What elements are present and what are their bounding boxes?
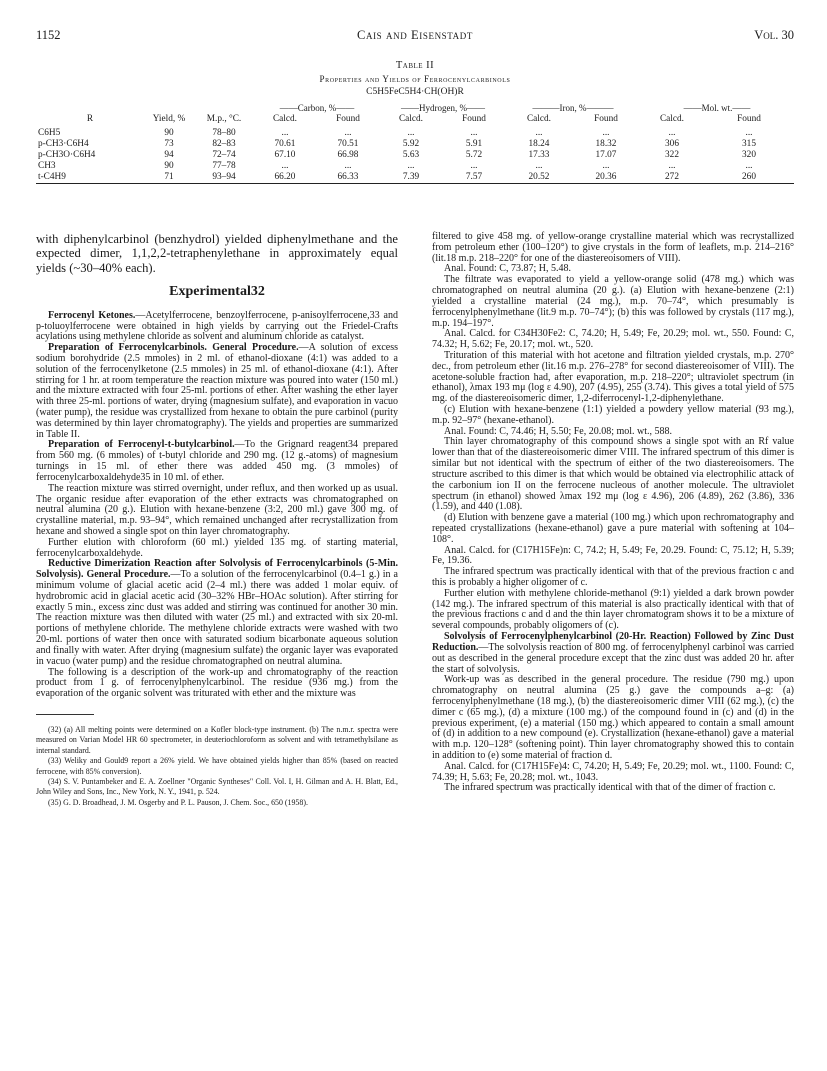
paragraph: Preparation of Ferrocenylcarbinols. General Procedure.—A solution of excess sodium borohydride (2.5 mmoles) in 2 ml. of ethanol-dioxane (4:1) was added to a solution of the ferrocenylketone (2.5 mmoles) in 25 ml. of ethanol-dioxane (4:1). After stirring for 1 hr. at room temperature the reaction mixture was poured into water (150 ml.) and the mixture extracted with four 25-ml. portions of ether. After washing the ether layer with three 25-ml. portions of water, drying (magnesium sulfate), and evaporation in vacuo (water pump), the residue was crystallized from hexane to obtain the pure carbinol (purity was determined by thin layer chromatography). The yields and properties are summarized in Table II. xyxy=(36,342,399,440)
col-header: Found xyxy=(336,114,360,124)
paragraph-heading: Reductive Dimerization Reaction after Solvolysis of Ferrocenylcarbinols (5-Min. Solvolysis). General Procedure. xyxy=(36,558,398,581)
table-cell: ... xyxy=(407,128,415,138)
table-cell: 90 xyxy=(164,128,174,138)
paragraph: Work-up was as described in the general procedure. The residue (790 mg.) upon chromatography on neutral alumina (25 g.) gave the compounds a–g: (a) ferrocenylphenylmethane (18 mg.), (b) the diastereoisomeric dimer VIII (62 mg.), (c) the dimer c (65 mg.), (d) a mixture (100 mg.) of the compound found in (c) and (d) in the previous experiment, (e) a material (150 mg.) which appeared to contain a small amount of (d) in addition to a new compound (e). Crystallization (hexane-ethanol) gave a material with m.p. 120–128° (softening point). Thin layer chromatography showed this to contain in addition to (e) some material of fraction d. xyxy=(432,674,794,761)
paragraph: Anal. Found: C, 74.46; H, 5.50; Fe, 20.08; mol. wt., 588. xyxy=(444,425,673,437)
paragraph-heading: Preparation of Ferrocenyl-t-butylcarbinol. xyxy=(48,439,235,451)
table-cell: 70.61 xyxy=(274,139,296,149)
table-cell: C6H5 xyxy=(38,128,61,138)
table-cell: 5.72 xyxy=(465,150,483,160)
paragraph: The infrared spectrum was practically identical with that of the dimer of fraction c. xyxy=(444,782,776,794)
paragraph: The infrared spectrum was practically identical with that of the previous fraction c and this is probably a higher oligomer of c. xyxy=(432,566,794,588)
table-cell: 320 xyxy=(742,150,756,160)
table-row xyxy=(36,128,794,139)
table-cell: ... xyxy=(535,128,543,138)
paragraph-heading: Preparation of Ferrocenylcarbinols. General Procedure. xyxy=(48,342,299,354)
table-cell: CH3 xyxy=(38,161,56,171)
table-cell: 20.36 xyxy=(572,172,640,184)
paragraph: Trituration of this material with hot acetone and filtration yielded crystals, m.p. 270° dec., from petroleum ether (lit.16 m.p. 276–278° for second diastereoisomer of VIII). The acetone-soluble fraction had, after evaporation, m.p. 218–220°; ultraviolet spectrum (in ethanol), λmax 193 mμ (log ε 4.90), 207 (4.95), 255 (3.74). This gives a total yield of 575 mg. of the diastereoisomeric dimer, 1,2-diferrocenyl-1,2-diphenylethane. xyxy=(432,349,794,405)
table-cell: 18.24 xyxy=(528,139,550,149)
paragraph: The reaction mixture was stirred overnight, under reflux, and then worked up as usual. The organic residue after evaporation of the ether extracts was chromatographed on neutral alumina (20 g.). Elution with hexane-benzene (3:2, 200 ml.) gave 300 mg. of crystalline material, m.p. 93–94°, which remained unchanged after recrystallization from hexane and showed a single spot on thin layer chromatography. xyxy=(36,482,398,537)
running-title: Cais and Eisenstadt xyxy=(357,28,473,42)
table-cell: 67.10 xyxy=(274,150,296,160)
col-header: Yield, % xyxy=(152,114,186,124)
table-cell: 72–74 xyxy=(212,150,236,160)
table-cell: 7.57 xyxy=(442,172,506,184)
paragraph-heading: Ferrocenyl Ketones. xyxy=(48,309,136,321)
table-group-header-row xyxy=(36,103,794,114)
paragraph: Preparation of Ferrocenyl-t-butylcarbinol.—To the Grignard reagent34 prepared from 560 mg. (6 mmoles) of t-butyl chloride and 290 mg. (12 g.-atoms) of magnesium turnings in 15 ml. of ether there was added 450 mg. (3 mmoles) of ferrocenylcarboxaldehyde35 in 10 ml. of ether. xyxy=(36,439,398,483)
table-cell: ... xyxy=(281,128,289,138)
paragraph: (c) Elution with hexane-benzene (1:1) yielded a powdery yellow material (93 mg.), m.p. 92–97° (hexane-ethanol). xyxy=(432,404,794,426)
group-header-mol-wt: ——Mol. wt.—— xyxy=(683,103,751,113)
table-cell: 18.32 xyxy=(595,139,617,149)
intro-paragraph: with diphenylcarbinol (benzhydrol) yielded diphenylmethane and the expected dimer, 1,1,2,2-tetraphenylethane in approximately equal yields (~30–40% each). xyxy=(36,232,398,275)
table-cell: ... xyxy=(668,161,676,171)
table-label: Table II xyxy=(395,60,435,71)
table-cell: 71 xyxy=(144,172,194,184)
table-cell: 66.20 xyxy=(254,172,316,184)
table-row xyxy=(36,139,794,150)
paragraph: Anal. Calcd. for (C17H15Fe)n: C, 74.2; H, 5.49; Fe, 20.29. Found: C, 75.12; H, 5.39; Fe, 19.36. xyxy=(432,544,794,567)
table-cell: 5.92 xyxy=(402,139,420,149)
col-header: Calcd. xyxy=(398,114,423,124)
paragraph: Further elution with chloroform (60 ml.) yielded 135 mg. of starting material, ferrocenylcarboxaldehyde. xyxy=(36,536,398,559)
table-row xyxy=(36,172,794,184)
col-header: Calcd. xyxy=(272,114,297,124)
table-cell: 322 xyxy=(665,150,679,160)
table-cell: 66.33 xyxy=(316,172,380,184)
table-cell: 260 xyxy=(704,172,794,184)
paragraph: Anal. Found: C, 73.87; H, 5.48. xyxy=(444,263,571,275)
paragraph: Reductive Dimerization Reaction after Solvolysis of Ferrocenylcarbinols (5-Min. Solvolysis). General Procedure.—To a solution of the ferrocenylcarbinol (0.4–1 g.) in a minimum volume of glacial acetic acid (2–4 ml.) there was added 1 molar equiv. of hydrobromic acid in glacial acetic acid (30–32% HBr–HOAc solution). After stirring for exactly 5 min., excess zinc dust was added and stirring was continued for another 30 min. The reaction mixture was then diluted with water (25 ml.) and extracted with six 20-ml. portions of methylene chloride. The methylene chloride extracts were washed with two 20-ml. portions of water then once with saturated sodium bicarbonate aqueous solution and finally with water. After drying (magnesium sulfate) the organic layer was evaporated in vacuo (water pump) and the residue chromatographed on neutral alumina. xyxy=(36,558,398,667)
footnote: (34) S. V. Puntambeker and E. A. Zoellner "Organic Syntheses" Coll. Vol. I, H. Gilman and A. H. Blatt, Ed., John Wiley and Sons, Inc., New York, N. Y., 1941, p. 524. xyxy=(36,776,398,797)
col-header: Found xyxy=(737,114,761,124)
table-cell: 70.51 xyxy=(337,139,359,149)
page-header xyxy=(36,28,794,44)
table-cell: 94 xyxy=(164,150,174,160)
left-column xyxy=(36,232,398,808)
table-title: Properties and Yields of Ferrocenylcarbinols xyxy=(319,74,511,84)
table-cell: t-C4H9 xyxy=(36,172,144,184)
table-cell: ... xyxy=(535,161,543,171)
table-cell: ... xyxy=(745,128,753,138)
paragraph: Ferrocenyl Ketones.—Acetylferrocene, benzoylferrocene, p-anisoylferrocene,33 and p-toluoylferrocene were obtained in high yields by carrying out the Friedel-Crafts acylations using methylene chloride as solvent and aluminum chloride as catalyst. xyxy=(36,309,398,343)
table-header-row xyxy=(36,114,794,128)
table-cell: 5.63 xyxy=(402,150,420,160)
paragraph: (d) Elution with benzene gave a material (100 mg.) which upon rechromatography and repeated crystallizations (hexane-ethanol) gave a pure material with softening at 104–108°. xyxy=(432,512,794,545)
journal-page xyxy=(36,0,794,1071)
table-cell: 306 xyxy=(665,139,679,149)
col-header: Calcd. xyxy=(526,114,551,124)
table-cell: ... xyxy=(602,161,610,171)
table-formula: C5H5FeC5H4·CH(OH)R xyxy=(366,87,464,97)
paragraph: Further elution with methylene chloride-methanol (9:1) yielded a dark brown powder (142 mg.). The infrared spectrum of this material is also practically identical with that of the previous fractions c and d and the thin layer chromatogram shows it to be a mixture of several compounds, probably oligomers of (c). xyxy=(432,587,794,632)
paragraph: Anal. Calcd. for (C17H15Fe)4: C, 74.20; H, 5.49; Fe, 20.29; mol. wt., 1100. Found: C, 74.39; H, 5.63; Fe, 20.28; mol. wt., 1043. xyxy=(432,760,794,783)
table-cell: 78–80 xyxy=(212,128,236,138)
group-header-carbon: ——Carbon, %—— xyxy=(279,103,355,113)
table-cell: ... xyxy=(344,161,352,171)
table-cell: 7.39 xyxy=(380,172,442,184)
table-cell: ... xyxy=(470,161,478,171)
table-cell: 17.07 xyxy=(595,150,617,160)
footnote: (32) (a) All melting points were determined on a Kofler block-type instrument. (b) The n.m.r. spectra were measured on Varian Model HR 60 spectrometer, in deuteriochloroform as solvent and with tetramethylsilane as internal standard. xyxy=(36,724,398,755)
table-cell: 90 xyxy=(164,161,174,171)
table-cell: ... xyxy=(281,161,289,171)
table-cell: ... xyxy=(745,161,753,171)
table-cell: ... xyxy=(344,128,352,138)
col-header: Found xyxy=(462,114,486,124)
table-cell: p-CH3·C6H4 xyxy=(38,139,89,149)
table-cell: ... xyxy=(602,128,610,138)
group-header-hydrogen: ——Hydrogen, %—— xyxy=(401,103,485,113)
group-header-iron: ———Iron, %——— xyxy=(532,103,614,113)
paragraph: The following is a description of the work-up and chromatography of the reaction product from 1 g. of ferrocenylphenylcarbinol. The residue (936 mg.) from the evaporation of the organic solvent was triturated with ether and the mixture was xyxy=(36,666,398,700)
footnote: (33) Weliky and Gould9 report a 26% yield. We have obtained yields higher than 85% (based on reacted ferrocene, with 85% conversion). xyxy=(36,756,398,776)
footnote: (35) G. D. Broadhead, J. M. Osgerby and P. L. Pauson, J. Chem. Soc., 650 (1958). xyxy=(48,797,308,807)
table-cell: 66.98 xyxy=(337,150,359,160)
table-cell: 93–94 xyxy=(194,172,254,184)
col-header: R xyxy=(86,114,94,124)
col-header: Found xyxy=(594,114,618,124)
right-column xyxy=(432,232,794,794)
table-cell: 82–83 xyxy=(212,139,236,149)
footnote-divider xyxy=(36,714,94,715)
section-title: Experimental32 xyxy=(169,283,265,299)
table-row xyxy=(36,150,794,161)
table-cell: p-CH3O·C6H4 xyxy=(38,150,96,160)
table-cell: 73 xyxy=(164,139,174,149)
page-number: 1152 xyxy=(36,28,61,42)
table-cell: 315 xyxy=(742,139,756,149)
table-cell: ... xyxy=(470,128,478,138)
table-cell: 5.91 xyxy=(465,139,483,149)
paragraph: The filtrate was evaporated to yield a yellow-orange solid (478 mg.) which was chromatographed on neutral alumina (20 g.). (a) Elution with hexane-benzene (2:1) yielded a crystalline material (24 mg.), m.p. 70–74°, which presumably is ferrocenylphenylmethane (lit.9 m.p. 70–74°); (b) this was followed by crystals (117 mg.), m.p. 194–197°. xyxy=(432,274,794,329)
paragraph: filtered to give 458 mg. of yellow-orange crystalline material which was recrystallized from petroleum ether (100–120°) to give crystals in the form of leaflets, m.p. 214–216° (lit.18 m.p. 218–220° for one of the diastereoisomers of VIII). xyxy=(432,231,794,264)
table-cell: ... xyxy=(407,161,415,171)
col-header: M.p., °C. xyxy=(206,114,242,124)
table-cell: 20.52 xyxy=(506,172,572,184)
paragraph: Solvolysis of Ferrocenylphenylcarbinol (20-Hr. Reaction) Followed by Zinc Dust Reduction.—The solvolysis reaction of 800 mg. of ferrocenylphenyl carbinol was carried out as described in the general procedure except that the zinc dust was added 20 hr. after the start of solvolysis. xyxy=(432,631,794,675)
col-header: Calcd. xyxy=(659,114,684,124)
table-cell: 77–78 xyxy=(212,161,236,171)
paragraph: Thin layer chromatography of this compound shows a single spot with an Rf value lower than that of the diastereoisomeric dimer VIII. The infrared spectrum of this dimer is similar but not identical with the spectrum of either of the two diastereoisomers. The structure ascribed to this dimer is that which would be obtained via electrophilic attack of the carbonium ion II on the ferrocene nucleous of another molecule. The ultraviolet spectrum (in ethanol) showed λmax 192 mμ (log ε 4.96), 206 (4.89), 262 (3.86), 336 (1.59), and 440 (1.08). xyxy=(432,436,794,513)
table-cell: ... xyxy=(668,128,676,138)
paragraph: Anal. Calcd. for C34H30Fe2: C, 74.20; H, 5.49; Fe, 20.29; mol. wt., 550. Found: C, 74.32; H, 5.62; Fe, 20.17; mol. wt., 520. xyxy=(432,328,794,351)
properties-table xyxy=(36,103,794,184)
paragraph-heading: Solvolysis of Ferrocenylphenylcarbinol (20-Hr. Reaction) Followed by Zinc Dust Reduction. xyxy=(432,631,794,653)
table-cell: 272 xyxy=(640,172,704,184)
table-cell: 17.33 xyxy=(528,150,550,160)
table-row xyxy=(36,161,794,172)
volume-label: Vol. 30 xyxy=(754,28,794,42)
